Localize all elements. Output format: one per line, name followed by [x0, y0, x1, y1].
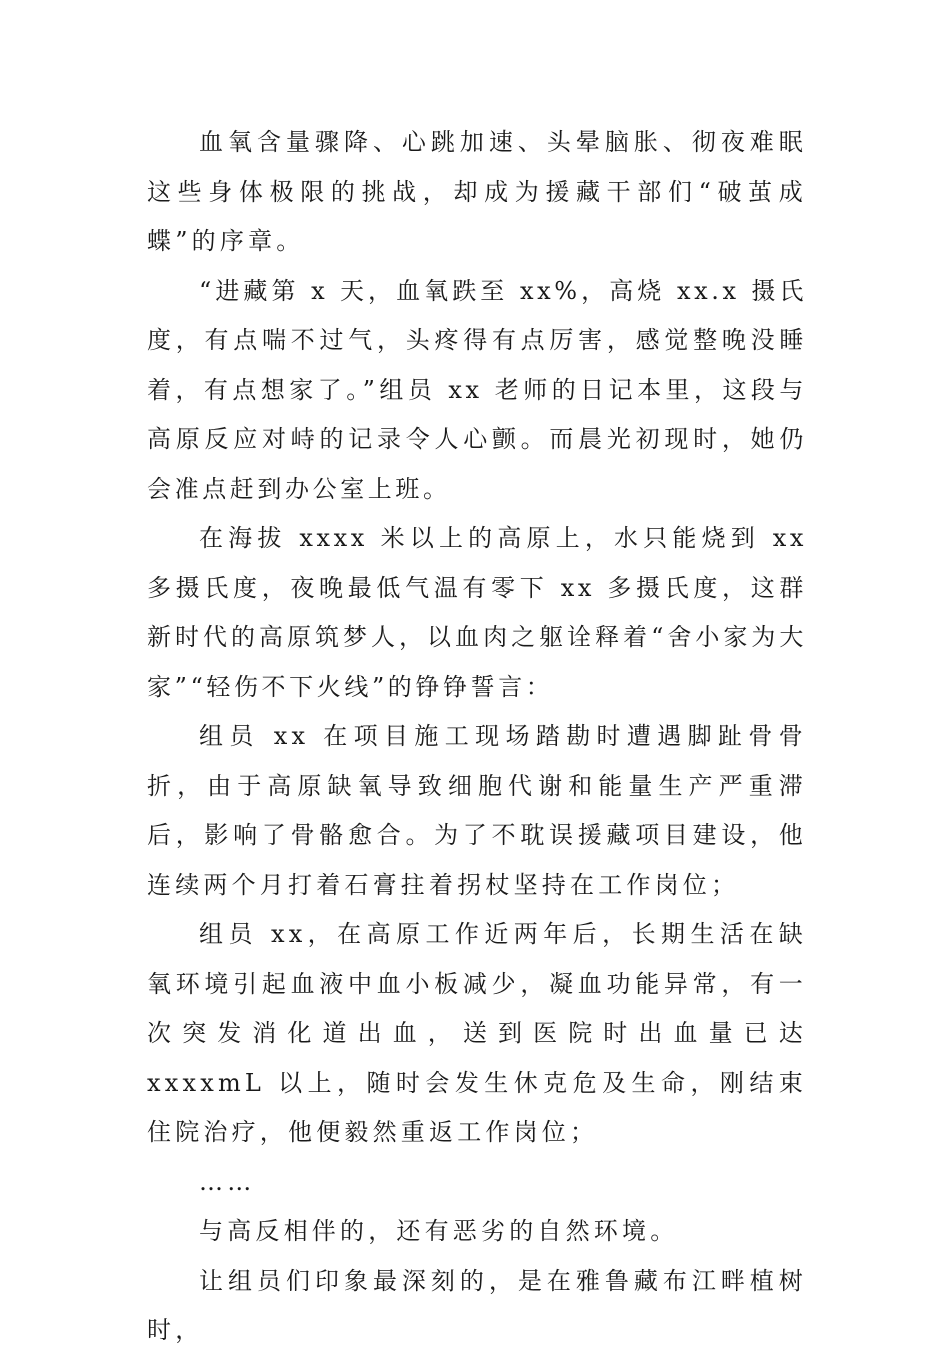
paragraph-2: “进藏第 x 天，血氧跌至 xx%，高烧 xx.x 摄氏度，有点喘不过气，头疼得有点厉害，感觉整晚没睡着，有点想家了。”组员 xx 老师的日记本里，这段与高原反应对峙的记录令人心颤。而晨光初现时，她仍会准点赶到办公室上班。 — [147, 276, 807, 503]
body-text — [147, 118, 807, 1356]
paragraph-3: 在海拔 xxxx 米以上的高原上，水只能烧到 xx 多摄氏度，夜晚最低气温有零下 xx 多摄氏度，这群新时代的高原筑梦人，以血肉之躯诠释着“舍小家为大家”“轻伤不下火线”的铮铮誓言： — [147, 524, 807, 701]
paragraph-7: 让组员们印象最深刻的，是在雅鲁藏布江畔植树时， — [147, 1266, 807, 1344]
paragraph-6: 与高反相伴的，还有恶劣的自然环境。 — [199, 1217, 679, 1245]
paragraph-ellipsis: …… — [199, 1167, 256, 1196]
paragraph-1: 血氧含量骤降、心跳加速、头晕脑胀、彻夜难眠这些身体极限的挑战，却成为援藏干部们“破茧成蝶”的序章。 — [147, 128, 807, 255]
paragraph-4: 组员 xx 在项目施工现场踏勘时遭遇脚趾骨骨折，由于高原缺氧导致细胞代谢和能量生产严重滞后，影响了骨骼愈合。为了不耽误援藏项目建设，他连续两个月打着石膏拄着拐杖坚持在工作岗位； — [147, 722, 807, 899]
paragraph-5: 组员 xx，在高原工作近两年后，长期生活在缺氧环境引起血液中血小板减少，凝血功能异常，有一次突发消化道出血，送到医院时出血量已达 xxxxmL 以上，随时会发生休克危及生命，刚结束住院治疗，他便毅然重返工作岗位； — [147, 920, 807, 1146]
